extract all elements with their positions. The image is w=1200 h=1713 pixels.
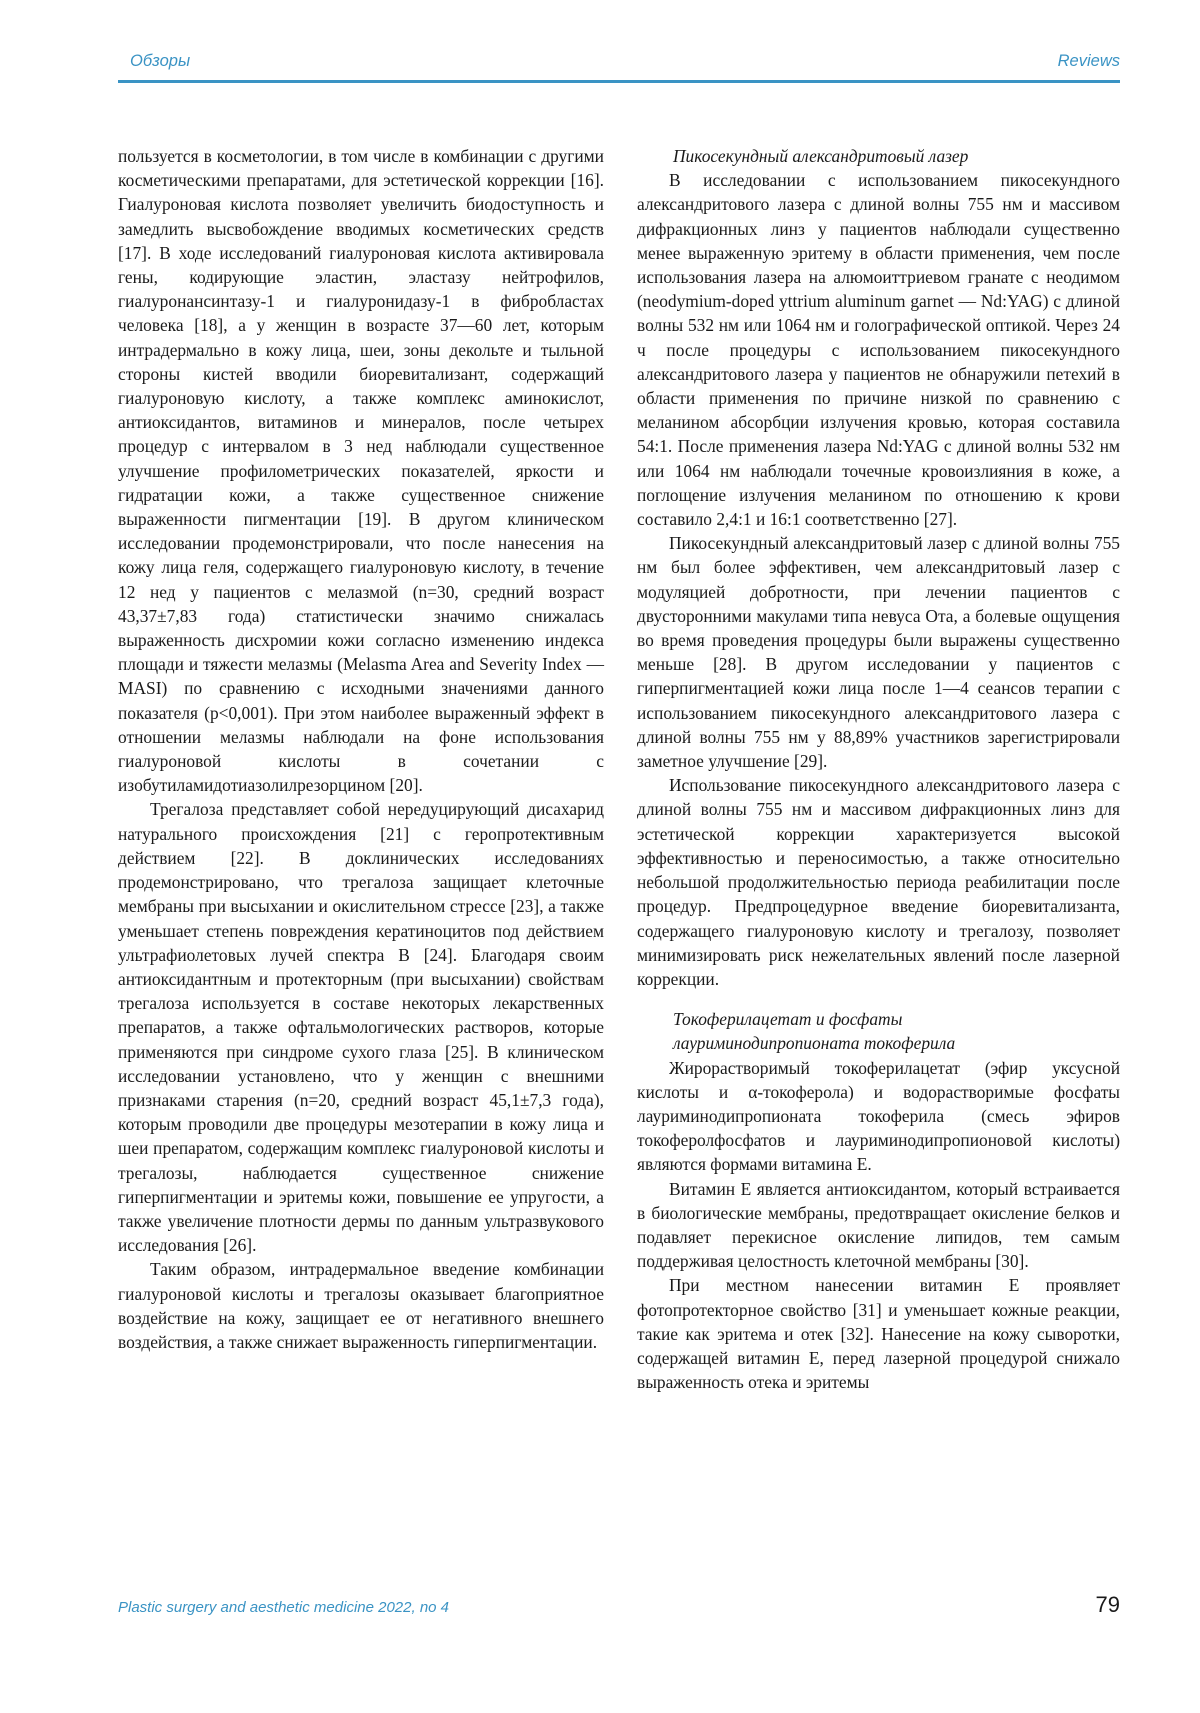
running-header [118, 52, 1120, 82]
section-label-ru: Обзоры [130, 52, 191, 70]
section-heading: Пикосекундный александритовый лазер [673, 146, 969, 166]
paragraph: Витамин Е является антиоксидантом, который встраивается в биологические мембраны, предотвращает окисление белков и подавляет перекисное окисление липидов, тем самым поддерживая целостность клеточной мембраны [30]. [637, 1178, 1120, 1272]
section-heading [637, 1007, 1120, 1055]
paragraph: пользуется в косметологии, в том числе в комбинации с другими косметическими препаратами, для эстетической коррекции [16]. Гиалуроновая кислота позволяет увеличить биодоступность и замедлить высвобождение вводимых косметических средств [17]. В ходе исследований гиалуроновая кислота активировала гены, кодирующие эластин, эластазу нейтрофилов, гиалуронансинтазу-1 и гиалуронидазу-1 в фибробластах человека [18], а у женщин в возрасте 37—60 лет, которым интрадермально в кожу лица, шеи, зоны декольте и тыльной стороны кистей вводили биоревитализант, содержащий гиалуроновую кислоту, а также комплекс аминокислот, антиоксидантов, витаминов и минералов, после четырех процедур с интервалом в 3 нед наблюдали существенное улучшение профилометрических показателей, яркости и гидратации кожи, а также существенное снижение выраженности пигментации [19]. В другом клиническом исследовании продемонстрировали, что после нанесения на кожу лица геля, содержащего гиалуроновую кислоту, в течение 12 нед у пациентов с мелазмой (n=30, средний возраст 43,37±7,83 года) статистически значимо снижалась выраженность дисхромии кожи согласно изменению индекса площади и тяжести мелазмы (Melasma Area and Severity Index — MASI) по сравнению с исходными значениями данного показателя (p<0,001). При этом наиболее выраженный эффект в отношении мелазмы наблюдали на фоне использования гиалуроновой кислоты в сочетании с изобутиламидотиазолилрезорцином [20]. [118, 146, 604, 796]
left-column [118, 144, 604, 1354]
page-number: 79 [1095, 1592, 1120, 1617]
paragraph: Трегалоза представляет собой нередуцирующий дисахарид натурального происхождения [21] с геропротективным действием [22]. В доклинических исследованиях продемонстрировано, что трегалоза защищает клеточные мембраны при высыхании и окислительном стрессе [23], а также уменьшает степень повреждения кератиноцитов под действием ультрафиолетовых лучей спектра B [24]. Благодаря своим антиоксидантным и протекторным (при высыхании) свойствам трегалоза используется в составе некоторых лекарственных препаратов, а также офтальмологических растворов, которые применяются при синдроме сухого глаза [25]. В клиническом исследовании установлено, что у женщин с внешними признаками старения (n=20, средний возраст 45,1±7,3 года), которым проводили две процедуры мезотерапии в кожу лица и шеи препаратом, содержащим комплекс гиалуроновой кислоты и трегалозы, наблюдается существенное снижение гиперпигментации и эритемы кожи, повышение ее упругости, а также увеличение плотности дермы по данным ультразвукового исследования [26]. [118, 799, 604, 1256]
section-heading-line: Токоферилацетат и фосфаты [673, 1009, 903, 1030]
section-label-en: Reviews [1057, 52, 1120, 70]
journal-citation: Plastic surgery and aesthetic medicine 2022, no 4 [118, 1599, 450, 1616]
section-heading-line: лауриминодипропионата токоферила [673, 1033, 956, 1054]
paragraph: Таким образом, интрадермальное введение комбинации гиалуроновой кислоты и трегалозы оказывает благоприятное воздействие на кожу, защищает ее от негативного внешнего воздействия, а также снижает выраженность гиперпигментации. [118, 1259, 604, 1352]
header-rule [118, 80, 1120, 83]
paragraph: Использование пикосекундного александритового лазера с длиной волны 755 нм и массивом дифракционных линз для эстетической коррекции характеризуется высокой эффективностью и переносимостью, а также относительно небольшой продолжительностью периода реабилитации после процедур. Предпроцедурное введение биоревитализанта, содержащего гиалуроновую кислоту и трегалозу, позволяет минимизировать риск нежелательных явлений после лазерной коррекции. [637, 775, 1120, 989]
paragraph: Жирорастворимый токоферилацетат (эфир уксусной кислоты и α-токоферола) и водорастворимые фосфаты лауриминодипропионата токоферила (смесь эфиров токоферолфосфатов и лауриминодипропионовой кислоты) являются формами витамина Е. [637, 1057, 1120, 1175]
paragraph: В исследовании с использованием пикосекундного александритового лазера с длиной волны 755 нм и массивом дифракционных линз у пациентов наблюдали существенно менее выраженную эритему в области применения, чем после использования лазера на алюмоиттриевом гранате с неодимом (neodymium-doped yttrium aluminum garnet — Nd:YAG) с длиной волны 532 нм или 1064 нм и голографической оптикой. Через 24 ч после процедуры с использованием пикосекундного александритового лазера у пациентов не обнаружили петехий в области применения по причине низкой по сравнению с меланином абсорбции излучения кровью, которая составила 54:1. После применения лазера Nd:YAG с длиной волны 532 нм или 1064 нм наблюдали точечные кровоизлияния в коже, а поглощение излучения меланином по отношению к крови составило 2,4:1 и 16:1 соответственно [27]. [637, 170, 1120, 530]
right-column [637, 144, 1120, 1394]
paragraph: Пикосекундный александритовый лазер с длиной волны 755 нм был более эффективен, чем александритовый лазер с модуляцией добротности, при лечении пациентов с двусторонними макулами типа невуса Ота, а болевые ощущения во время проведения процедуры были выражены существенно меньше [28]. В другом исследовании у пациентов с гиперпигментацией кожи лица после 1—4 сеансов терапии с использованием пикосекундного александритового лазера с длиной волны 755 нм у 88,89% участников зарегистрировали заметное улучшение [29]. [637, 533, 1120, 772]
paragraph: При местном нанесении витамин Е проявляет фотопротекторное свойство [31] и уменьшает кожные реакции, такие как эритема и отек [32]. Нанесение на кожу сыворотки, содержащей витамин Е, перед лазерной процедурой снижало выраженность отека и эритемы [637, 1275, 1120, 1393]
